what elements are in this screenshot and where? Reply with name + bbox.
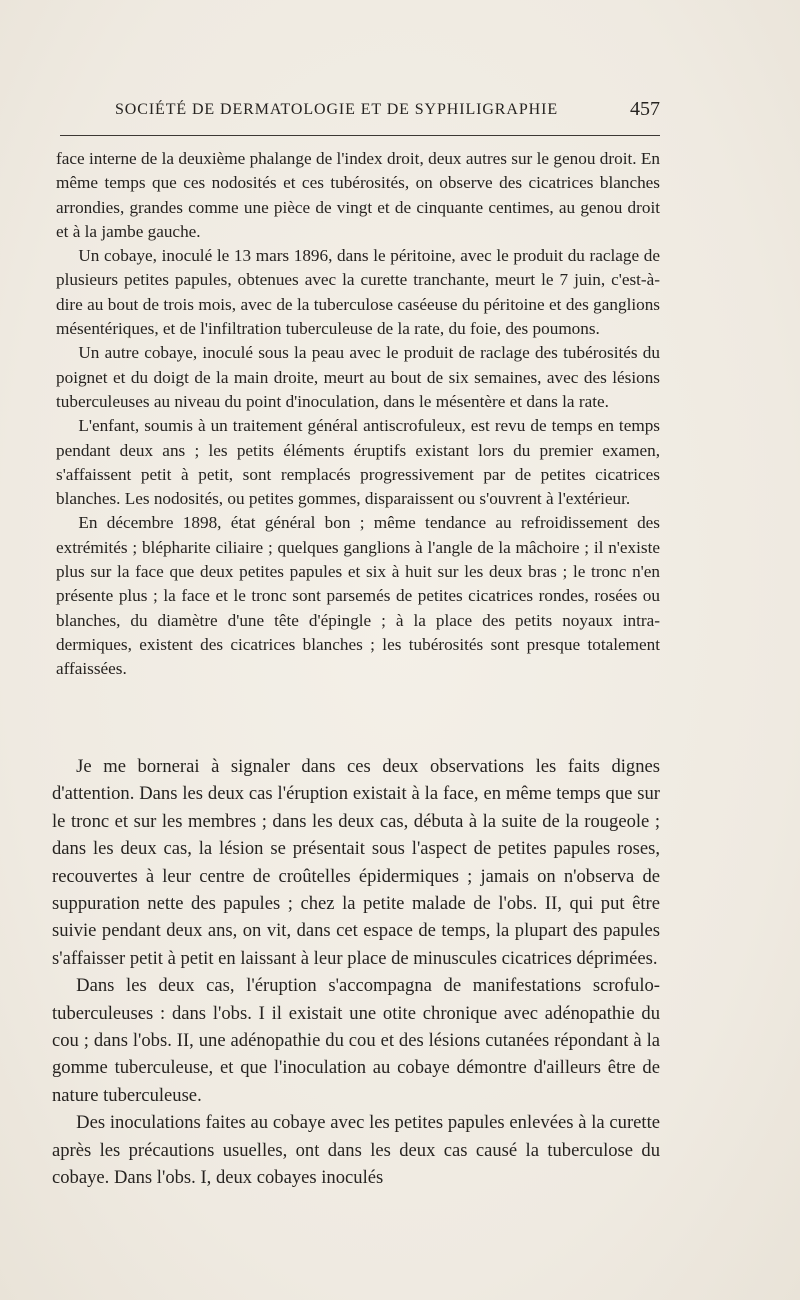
paragraph-scrofulo-tuberculous: Dans les deux cas, l'éruption s'accompagna de manifestations scrofulo-tuberculeuses : dans l'obs. I il existait une otite chronique avec adénopathie du cou ; dans l'obs. II, une adénopathie du cou et des lésions cutanées répondant à la gomme tuberculeuse, et que l'inoculation au cobaye démontre d'ailleurs être de nature tuberculeuse.	[52, 975, 660, 1106]
paragraph-observations: Je me bornerai à signaler dans ces deux observations les faits dignes d'attention. Dans les deux cas l'éruption existait à la face, en même temps que sur le tronc et sur les membres ; dans les deux cas, débuta à la suite de la rougeole ; dans les deux cas, la lésion se présentait sous l'aspect de petites papules roses, recouvertes à leur centre de croûtelles épidermiques ; jamais on n'observa de suppuration nette des papules ; chez la petite malade de l'obs. II, qui put être suivie pendant deux ans, on vit, dans cet espace de temps, la plupart des papules s'affaisser petit à petit en laissant à leur place de minuscules cicatrices déprimées.	[52, 756, 660, 969]
paragraph-december-1898: En décembre 1898, état général bon ; même tendance au refroidissement des extrémités ; blépharite ciliaire ; quelques ganglions à l'angle de la mâchoire ; il n'existe plus sur la face que deux petites papules et six à huit sur les deux bras ; le tronc n'en présente plus ; la face et le tronc sont parsemés de petites cicatrices rondes, rosées ou blanches, du diamètre d'une tête d'épingle ; à la place des petits noyaux intra-dermiques, existent des cicatrices blanches ; les tubérosités sont presque totalement affaissées.	[56, 513, 660, 679]
page-number: 457	[630, 98, 660, 120]
running-title: SOCIÉTÉ DE DERMATOLOGIE ET DE SYPHILIGRAPHIE	[115, 101, 558, 118]
discussion-text	[52, 753, 660, 1192]
header-rule	[60, 135, 660, 136]
running-header	[115, 99, 660, 123]
case-report-text	[56, 147, 660, 682]
paragraph-second-guinea-pig: Un autre cobaye, inoculé sous la peau avec le produit de raclage des tubérosités du poignet et du doigt de la main droite, meurt au bout de six semaines, avec des lésions tuberculeuses au niveau du point d'inoculation, dans le mésentère et dans la rate.	[56, 343, 660, 411]
paragraph-inoculations: Des inoculations faites au cobaye avec les petites papules enlevées à la curette après les précautions usuelles, ont dans les deux cas causé la tuberculose du cobaye. Dans l'obs. I, deux cobayes inoculés	[52, 1112, 660, 1189]
paragraph-treatment: L'enfant, soumis à un traitement général antiscrofuleux, est revu de temps en temps pendant deux ans ; les petits éléments éruptifs existant lors du premier examen, s'affaissent petit à petit, sont remplacés progressivement par de petites cicatrices blanches. Les nodosités, ou petites gommes, disparaissent ou s'ouvrent à l'extérieur.	[56, 416, 660, 509]
paragraph-first-guinea-pig: Un cobaye, inoculé le 13 mars 1896, dans le péritoine, avec le produit du raclage de plusieurs petites papules, obtenues avec la curette tranchante, meurt le 7 juin, c'est-à-dire au bout de trois mois, avec de la tuberculose caséeuse du péritoine et des ganglions mésentériques, et de l'infiltration tuberculeuse de la rate, du foie, des poumons.	[56, 246, 660, 339]
paragraph-continuation: face interne de la deuxième phalange de l'index droit, deux autres sur le genou droit. En même temps que ces nodosités et ces tubérosités, on observe des cicatrices blanches arrondies, grandes comme une pièce de vingt et de cinquante centimes, au genou droit et à la jambe gauche.	[56, 149, 660, 241]
